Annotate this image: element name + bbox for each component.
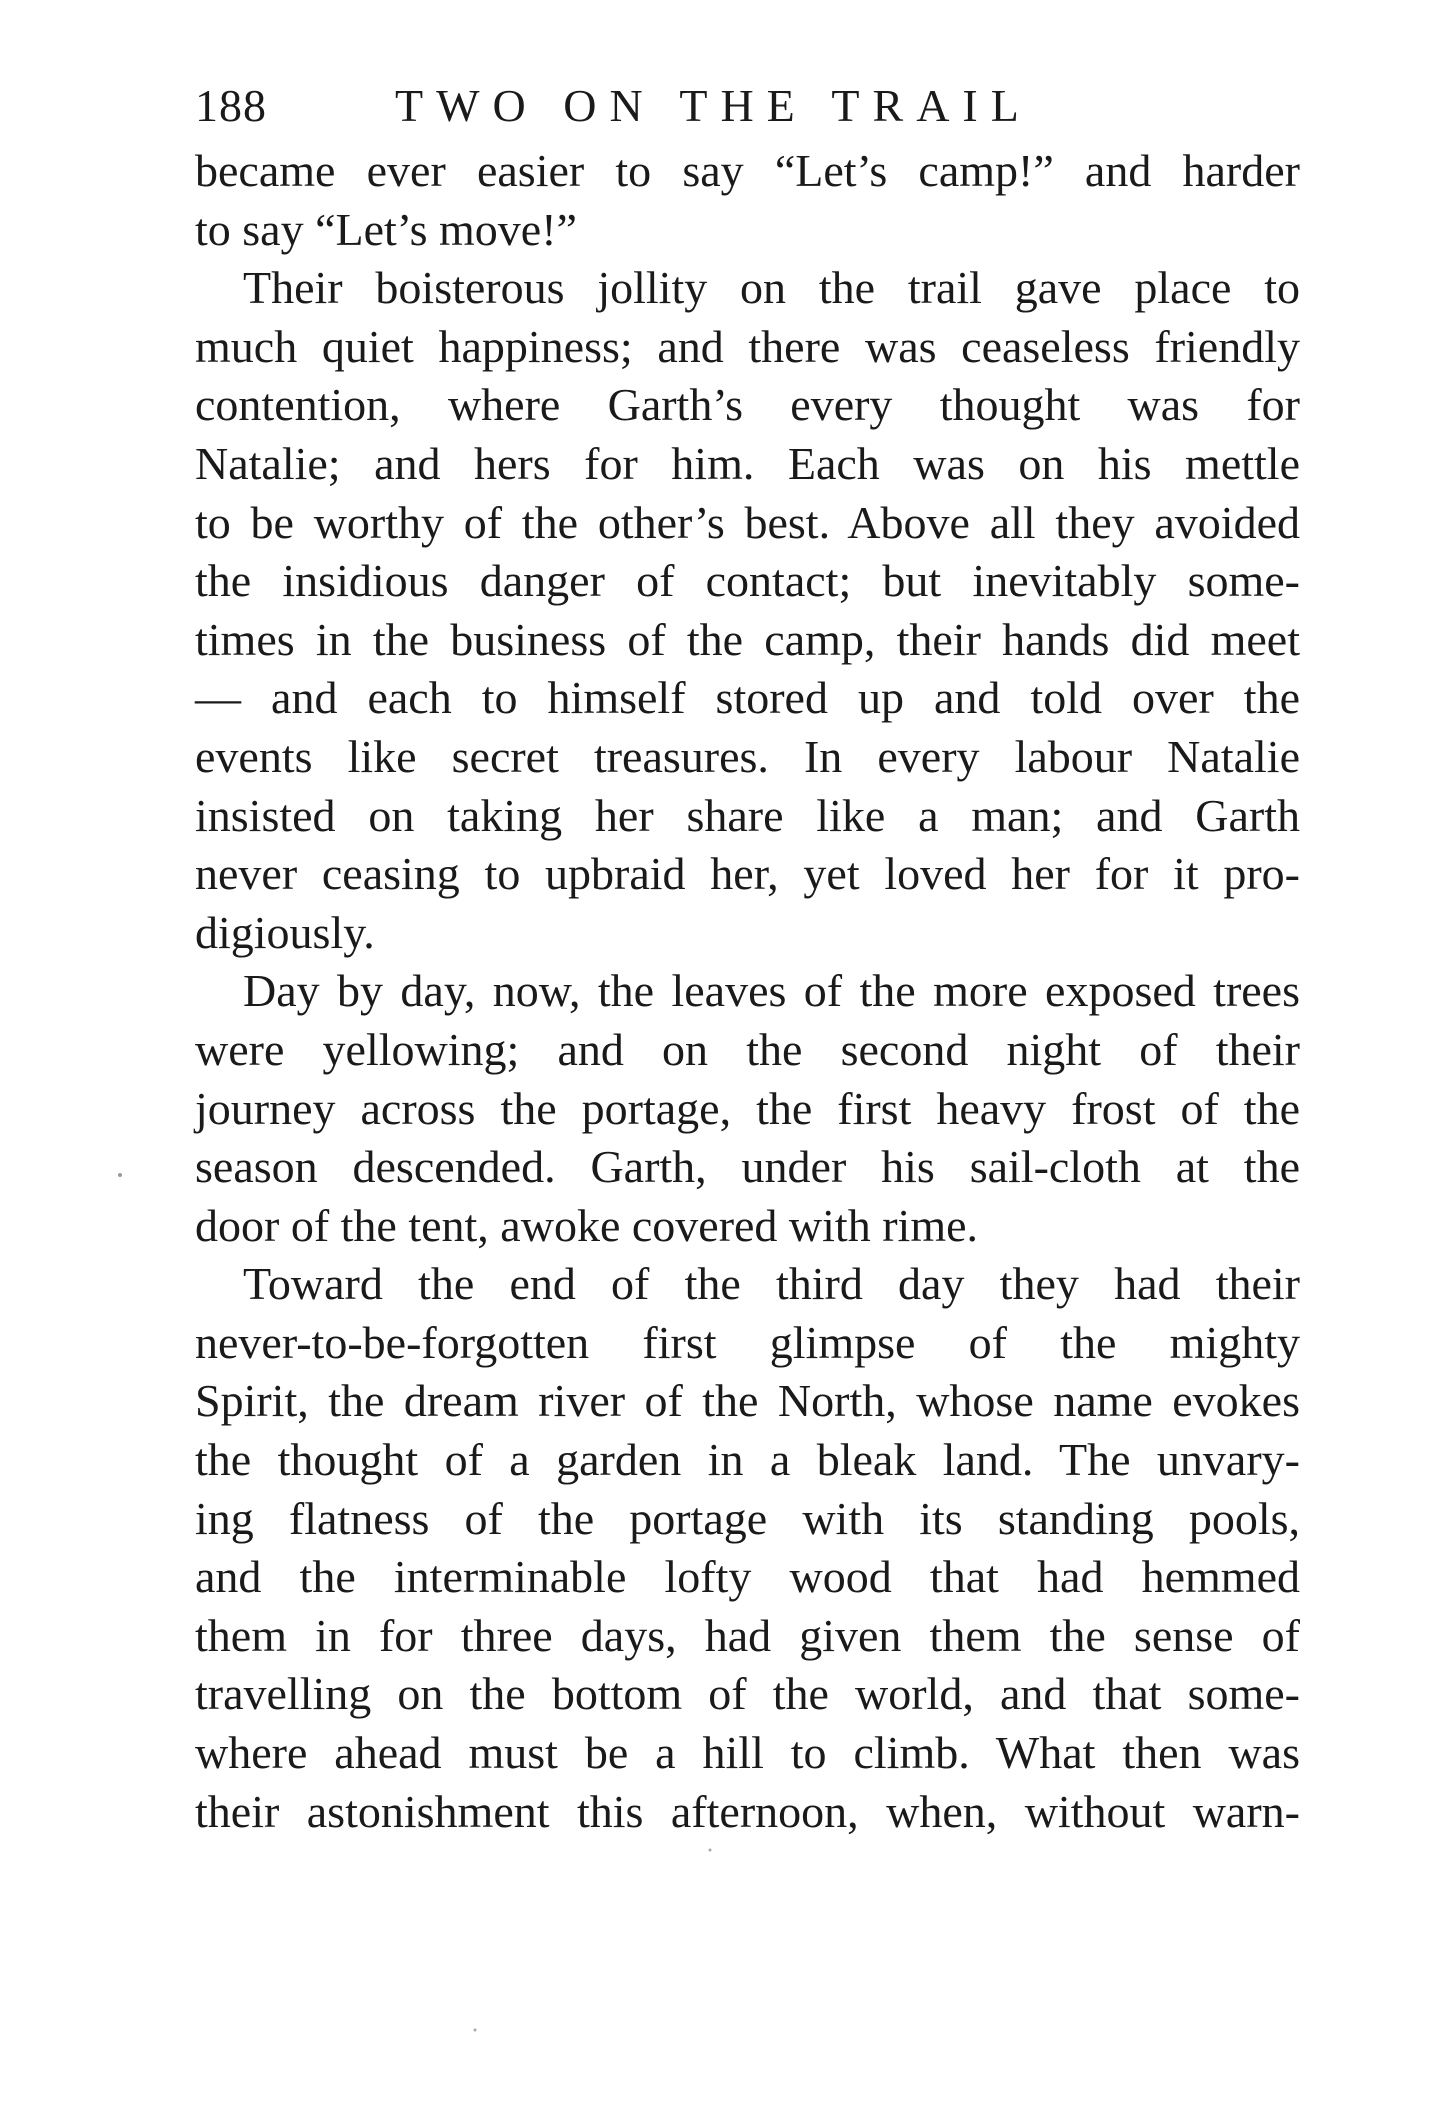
page-number: 188: [195, 80, 267, 131]
text-line: became ever easier to say “Let’s camp!” and harder: [195, 145, 1300, 196]
speck: [709, 1849, 712, 1852]
text-line: and the interminable lofty wood that had hemmed: [195, 1551, 1300, 1603]
text-line: to be worthy of the other’s best. Above all they avoided: [195, 496, 1300, 548]
text-line: Their boisterous jollity on the trail gave place to: [243, 262, 1300, 314]
text-line: them in for three days, had given them the sense of: [195, 1609, 1300, 1661]
text-line: ing flatness of the portage with its standing pools,: [195, 1492, 1300, 1544]
text-line: the insidious danger of contact; but inevitably some-: [195, 555, 1300, 607]
speck: [118, 1173, 122, 1177]
text-line: their astonishment this afternoon, when, without warn-: [195, 1785, 1300, 1837]
text-line: Spirit, the dream river of the North, whose name evokes: [195, 1375, 1300, 1427]
text-line: the thought of a garden in a bleak land. The unvary-: [195, 1434, 1300, 1486]
text-line: travelling on the bottom of the world, and that some-: [195, 1668, 1300, 1720]
text-line: digiously.: [195, 906, 375, 958]
text-line: never ceasing to upbraid her, yet loved her for it pro-: [195, 848, 1300, 900]
text-line: Toward the end of the third day they had their: [243, 1258, 1300, 1310]
text-line: where ahead must be a hill to climb. What then was: [195, 1727, 1300, 1779]
running-head: [195, 70, 1300, 142]
running-title: TWO ON THE TRAIL: [395, 80, 1032, 131]
text-line: much quiet happiness; and there was ceaseless friendly: [195, 320, 1300, 372]
text-line: contention, where Garth’s every thought was for: [195, 379, 1300, 431]
text-line: — and each to himself stored up and told over the: [195, 672, 1300, 724]
text-line: door of the tent, awoke covered with rime.: [195, 1199, 979, 1251]
text-line: events like secret treasures. In every labour Natalie: [195, 730, 1300, 782]
text-line: never-to-be-forgotten first glimpse of the mighty: [195, 1316, 1300, 1368]
book-page: [195, 70, 1300, 1841]
text-body: [195, 142, 1300, 1841]
text-line: were yellowing; and on the second night of their: [195, 1023, 1300, 1075]
text-line: journey across the portage, the first heavy frost of the: [195, 1082, 1300, 1134]
text-line: Natalie; and hers for him. Each was on his mettle: [195, 437, 1300, 489]
text-line: Day by day, now, the leaves of the more exposed trees: [243, 965, 1300, 1017]
text-line: insisted on taking her share like a man; and Garth: [195, 789, 1300, 841]
speck: [474, 2029, 477, 2032]
text-line: season descended. Garth, under his sail-cloth at the: [195, 1141, 1300, 1193]
text-line: times in the business of the camp, their hands did meet: [195, 613, 1300, 665]
text-line: to say “Let’s move!”: [195, 203, 577, 255]
